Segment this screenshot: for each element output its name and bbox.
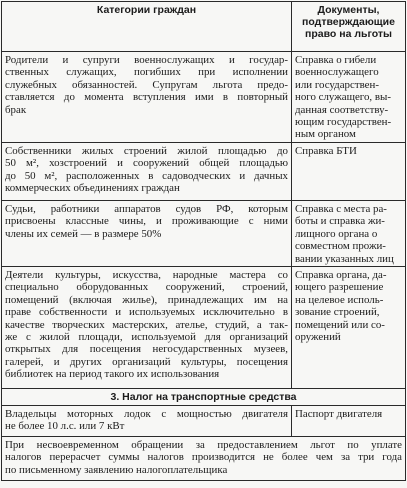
table-row [2, 143, 406, 201]
table-row [2, 52, 406, 143]
text-line: Паспорт двигателя [295, 408, 383, 421]
text-line: же с жилой площади, используемой для организаций [5, 331, 288, 344]
text-line: налогов перерасчет суммы налогов производится не более чем за три года [5, 451, 402, 464]
text-line: Справка органа, да- [295, 269, 387, 282]
text-line: на целевое исполь- [295, 293, 384, 306]
text-line: галерей, и других организаций культуры, посещения [5, 355, 288, 368]
text-line: лищного органа о [295, 227, 378, 240]
text-line: 50 м², хозстроений и сооружений общей площадью [5, 157, 288, 170]
category-cell [2, 201, 292, 267]
text-line: присвоены классные чины, и проживающие с ними [5, 215, 288, 228]
documents-cell [292, 267, 406, 389]
text-line: Деятели культуры, искусства, народные мастера со [5, 269, 288, 282]
text-line: не более 10 л.с. или 7 кВт [5, 420, 125, 433]
category-cell [2, 406, 292, 437]
category-cell [2, 143, 292, 201]
text-line: коммерческих объединениях граждан [5, 182, 180, 195]
text-line: ющего разрешение [295, 281, 384, 294]
text-line: открытых для посещения негосударственных музеев, [5, 343, 288, 356]
text-line: Справка БТИ [295, 145, 357, 157]
header-categories-label: Категории граждан [96, 4, 197, 16]
text-line: Родители и супруги военнослужащих и государ- [5, 54, 288, 66]
footer-note [2, 437, 406, 481]
header-documents-line: право на льготы [305, 28, 392, 40]
table-header-row [2, 2, 406, 52]
text-line: зование строений, [295, 306, 380, 319]
tax-benefits-table [1, 1, 406, 481]
text-line: до 50 м², расположенных в садоводческих и дачных [5, 169, 288, 182]
text-line: Владельцы моторных лодок с мощностью двигателя [5, 408, 288, 421]
text-line: специально оборудованных сооружений, строений, [5, 281, 288, 294]
documents-cell [292, 406, 406, 437]
text-line: ным органом [295, 128, 356, 141]
text-line: члены их семей — в размере 50% [5, 227, 162, 240]
text-line: по письменному заявлению налогоплательщика [5, 463, 228, 476]
text-line: Собственники жилых строений жилой площадью до [5, 145, 288, 157]
text-line: помещений (включая жилье), принадлежащих им на [5, 293, 288, 306]
header-documents-line: Документы, [317, 4, 380, 16]
text-line: или государствен- [295, 78, 379, 91]
text-line: боты и справка жи- [295, 215, 385, 228]
header-documents [292, 2, 406, 52]
footer-note-row [2, 437, 406, 481]
text-line: данная соответству- [295, 103, 389, 116]
section-heading: 3. Налог на транспортные средства [2, 389, 406, 406]
text-line: ставляется до момента вступления ими в повторный [5, 91, 288, 104]
category-cell [2, 267, 292, 389]
text-line: совместном прожи- [295, 240, 386, 253]
documents-cell [292, 143, 406, 201]
text-line: оружений [295, 331, 341, 344]
text-line: ного служащего, вы- [295, 91, 391, 104]
text-line: военнослужащего [295, 66, 379, 79]
text-line: ственных служащих, погибших при исполнении [5, 66, 288, 79]
text-line: качестве творческих мастерских, ателье, студий, а так- [5, 318, 288, 331]
header-categories [2, 2, 292, 52]
text-line: помещений или со- [295, 318, 385, 331]
text-line: служебных обязанностей. Супругам льгота предо- [5, 78, 288, 91]
text-line: праве собственности и используемых исключительно в [5, 306, 288, 319]
text-line: брак [5, 103, 27, 116]
section-heading-row [2, 389, 406, 406]
text-line: вании указанных лиц [295, 252, 394, 265]
category-cell [2, 52, 292, 143]
documents-cell [292, 52, 406, 143]
text-line: Справка с места ра- [295, 203, 387, 215]
table-row [2, 406, 406, 437]
text-line: Судьи, работники аппаратов судов РФ, которым [5, 203, 288, 215]
documents-cell [292, 201, 406, 267]
text-line: библиотек на период такого их использования [5, 368, 220, 381]
header-documents-line: подтверждающие [302, 16, 395, 28]
table-row [2, 267, 406, 389]
text-line: Справка о гибели [295, 54, 377, 66]
table-row [2, 201, 406, 267]
text-line: При несвоевременном обращении за предоставлением льгот по уплате [5, 439, 402, 452]
text-line: ющим государствен- [295, 116, 392, 129]
